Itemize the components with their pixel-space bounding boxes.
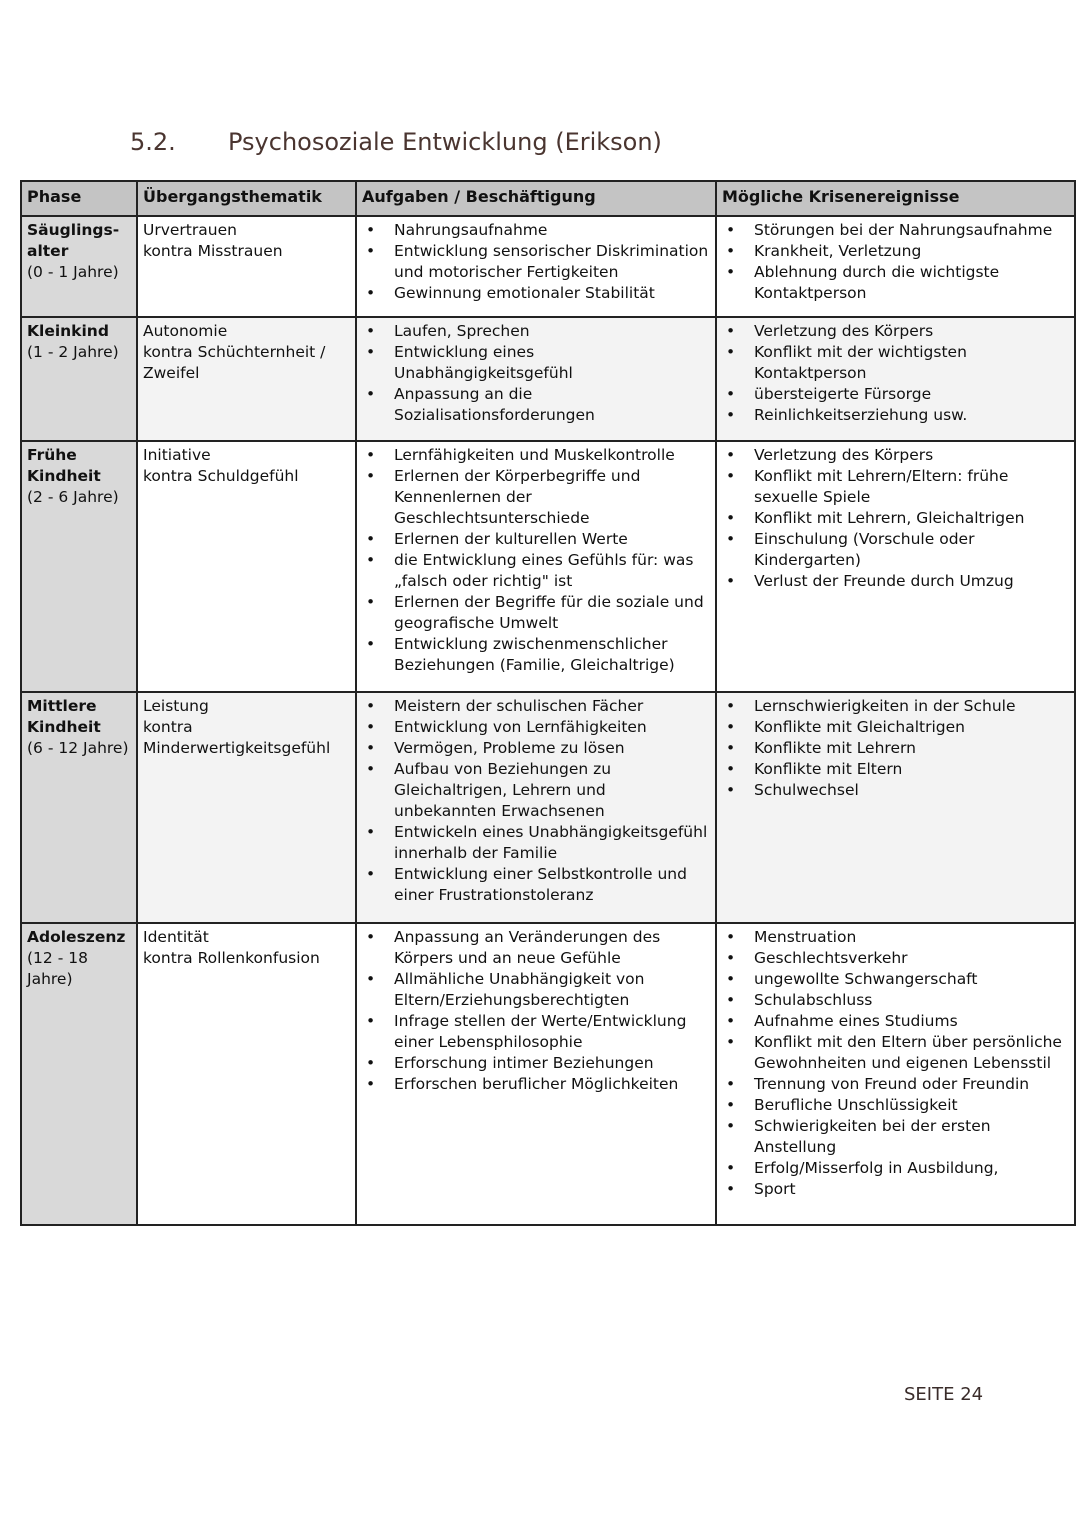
crises-cell: [716, 216, 1075, 317]
list-item: • Entwicklung zwischenmenschlicher Beziehungen (Familie, Gleichaltrige): [362, 634, 710, 676]
phase-cell: [21, 317, 137, 441]
list-item: • Verlust der Freunde durch Umzug: [722, 571, 1069, 592]
theme-line: kontra Schüchternheit / Zweifel: [143, 343, 326, 382]
theme-cell: [137, 441, 356, 692]
list-item: • Reinlichkeitserziehung usw.: [722, 405, 1069, 426]
crises-list: [722, 220, 1069, 304]
list-item: • Entwicklung einer Selbstkontrolle und einer Frustrationstoleranz: [362, 864, 710, 906]
theme-cell: [137, 216, 356, 317]
phase-cell: [21, 923, 137, 1225]
list-item: • Lernfähigkeiten und Muskelkontrolle: [362, 445, 710, 466]
list-item: • Geschlechtsverkehr: [722, 948, 1069, 969]
phase-name: Kleinkind: [27, 322, 109, 340]
list-item: • Berufliche Unschlüssigkeit: [722, 1095, 1069, 1116]
section-title: Psychosoziale Entwicklung (Erikson): [228, 128, 662, 156]
list-item: • Erlernen der kulturellen Werte: [362, 529, 710, 550]
theme-cell: [137, 317, 356, 441]
theme-line: Minderwertigkeitsgefühl: [143, 739, 331, 757]
page-number: SEITE 24: [904, 1384, 984, 1405]
table-row: [21, 692, 1075, 923]
phase-age: (2 - 6 Jahre): [27, 488, 119, 506]
list-item: • ungewollte Schwangerschaft: [722, 969, 1069, 990]
list-item: • die Entwicklung eines Gefühls für: was „falsch oder richtig" ist: [362, 550, 710, 592]
tasks-cell: [356, 441, 716, 692]
phase-name: Frühe Kindheit: [27, 446, 101, 485]
theme-line: kontra Misstrauen: [143, 242, 283, 260]
list-item: • Erlernen der Körperbegriffe und Kennenlernen der Geschlechtsunterschiede: [362, 466, 710, 529]
list-item: • Konflikt mit Lehrern, Gleichaltrigen: [722, 508, 1069, 529]
list-item: • Vermögen, Probleme zu lösen: [362, 738, 710, 759]
theme-line: Autonomie: [143, 322, 228, 340]
table-row: [21, 441, 1075, 692]
list-item: • Verletzung des Körpers: [722, 445, 1069, 466]
crises-list: [722, 927, 1069, 1200]
list-item: • Entwicklung sensorischer Diskrimination und motorischer Fertigkeiten: [362, 241, 710, 283]
theme-line: Leistung: [143, 697, 209, 715]
crises-cell: [716, 441, 1075, 692]
list-item: • Konflikte mit Lehrern: [722, 738, 1069, 759]
phase-age: (12 - 18 Jahre): [27, 949, 88, 988]
list-item: • Schulabschluss: [722, 990, 1069, 1011]
list-item: • Schulwechsel: [722, 780, 1069, 801]
list-item: • Konflikte mit Gleichaltrigen: [722, 717, 1069, 738]
phase-cell: [21, 692, 137, 923]
tasks-cell: [356, 692, 716, 923]
list-item: • Nahrungsaufnahme: [362, 220, 710, 241]
list-item: • Konflikt mit der wichtigsten Kontaktperson: [722, 342, 1069, 384]
column-header: Phase: [21, 181, 137, 216]
tasks-list: [362, 220, 710, 304]
theme-line: Urvertrauen: [143, 221, 237, 239]
theme-line: kontra: [143, 718, 193, 736]
list-item: • Krankheit, Verletzung: [722, 241, 1069, 262]
list-item: • Menstruation: [722, 927, 1069, 948]
list-item: • Konflikt mit den Eltern über persönliche Gewohnheiten und eigenen Lebensstil: [722, 1032, 1069, 1074]
list-item: • Aufbau von Beziehungen zu Gleichaltrigen, Lehrern und unbekannten Erwachsenen: [362, 759, 710, 822]
crises-cell: [716, 692, 1075, 923]
phase-cell: [21, 216, 137, 317]
list-item: • Anpassung an die Sozialisationsforderungen: [362, 384, 710, 426]
list-item: • Erforschen beruflicher Möglichkeiten: [362, 1074, 710, 1095]
tasks-list: [362, 927, 710, 1095]
list-item: • Erforschung intimer Beziehungen: [362, 1053, 710, 1074]
crises-list: [722, 696, 1069, 801]
crises-cell: [716, 317, 1075, 441]
list-item: • Verletzung des Körpers: [722, 321, 1069, 342]
list-item: • Meistern der schulischen Fächer: [362, 696, 710, 717]
list-item: • übersteigerte Fürsorge: [722, 384, 1069, 405]
theme-line: kontra Schuldgefühl: [143, 467, 299, 485]
erikson-table: [20, 180, 1076, 1226]
list-item: • Aufnahme eines Studiums: [722, 1011, 1069, 1032]
phase-age: (0 - 1 Jahre): [27, 263, 119, 281]
list-item: • Störungen bei der Nahrungsaufnahme: [722, 220, 1069, 241]
list-item: • Anpassung an Veränderungen des Körpers und an neue Gefühle: [362, 927, 710, 969]
list-item: • Infrage stellen der Werte/Entwicklung einer Lebensphilosophie: [362, 1011, 710, 1053]
tasks-cell: [356, 923, 716, 1225]
list-item: • Erlernen der Begriffe für die soziale und geografische Umwelt: [362, 592, 710, 634]
theme-line: kontra Rollenkonfusion: [143, 949, 320, 967]
tasks-list: [362, 445, 710, 676]
phase-age: (1 - 2 Jahre): [27, 343, 119, 361]
list-item: • Entwicklung eines Unabhängigkeitsgefühl: [362, 342, 710, 384]
list-item: • Einschulung (Vorschule oder Kindergarten): [722, 529, 1069, 571]
phase-name: Adoleszenz: [27, 928, 126, 946]
theme-line: Identität: [143, 928, 209, 946]
list-item: • Entwickeln eines Unabhängigkeitsgefühl innerhalb der Familie: [362, 822, 710, 864]
tasks-cell: [356, 317, 716, 441]
tasks-cell: [356, 216, 716, 317]
list-item: • Laufen, Sprechen: [362, 321, 710, 342]
section-number: 5.2.: [130, 128, 176, 156]
theme-cell: [137, 692, 356, 923]
column-header: Aufgaben / Beschäftigung: [356, 181, 716, 216]
column-header: Mögliche Krisenereignisse: [716, 181, 1075, 216]
list-item: • Schwierigkeiten bei der ersten Anstellung: [722, 1116, 1069, 1158]
list-item: • Trennung von Freund oder Freundin: [722, 1074, 1069, 1095]
theme-line: Initiative: [143, 446, 211, 464]
tasks-list: [362, 321, 710, 426]
phase-age: (6 - 12 Jahre): [27, 739, 129, 757]
table-row: [21, 317, 1075, 441]
list-item: • Entwicklung von Lernfähigkeiten: [362, 717, 710, 738]
crises-list: [722, 445, 1069, 592]
list-item: • Konflikt mit Lehrern/Eltern: frühe sexuelle Spiele: [722, 466, 1069, 508]
list-item: • Gewinnung emotionaler Stabilität: [362, 283, 710, 304]
list-item: • Konflikte mit Eltern: [722, 759, 1069, 780]
table-row: [21, 923, 1075, 1225]
column-header: Übergangsthematik: [137, 181, 356, 216]
phase-name: Mittlere Kindheit: [27, 697, 101, 736]
list-item: • Ablehnung durch die wichtigste Kontaktperson: [722, 262, 1069, 304]
crises-list: [722, 321, 1069, 426]
table-row: [21, 216, 1075, 317]
tasks-list: [362, 696, 710, 906]
phase-cell: [21, 441, 137, 692]
theme-cell: [137, 923, 356, 1225]
list-item: • Erfolg/Misserfolg in Ausbildung,: [722, 1158, 1069, 1179]
list-item: • Allmähliche Unabhängigkeit von Eltern/Erziehungsberechtigten: [362, 969, 710, 1011]
phase-name: Säuglings-alter: [27, 221, 120, 260]
crises-cell: [716, 923, 1075, 1225]
list-item: • Lernschwierigkeiten in der Schule: [722, 696, 1069, 717]
list-item: • Sport: [722, 1179, 1069, 1200]
